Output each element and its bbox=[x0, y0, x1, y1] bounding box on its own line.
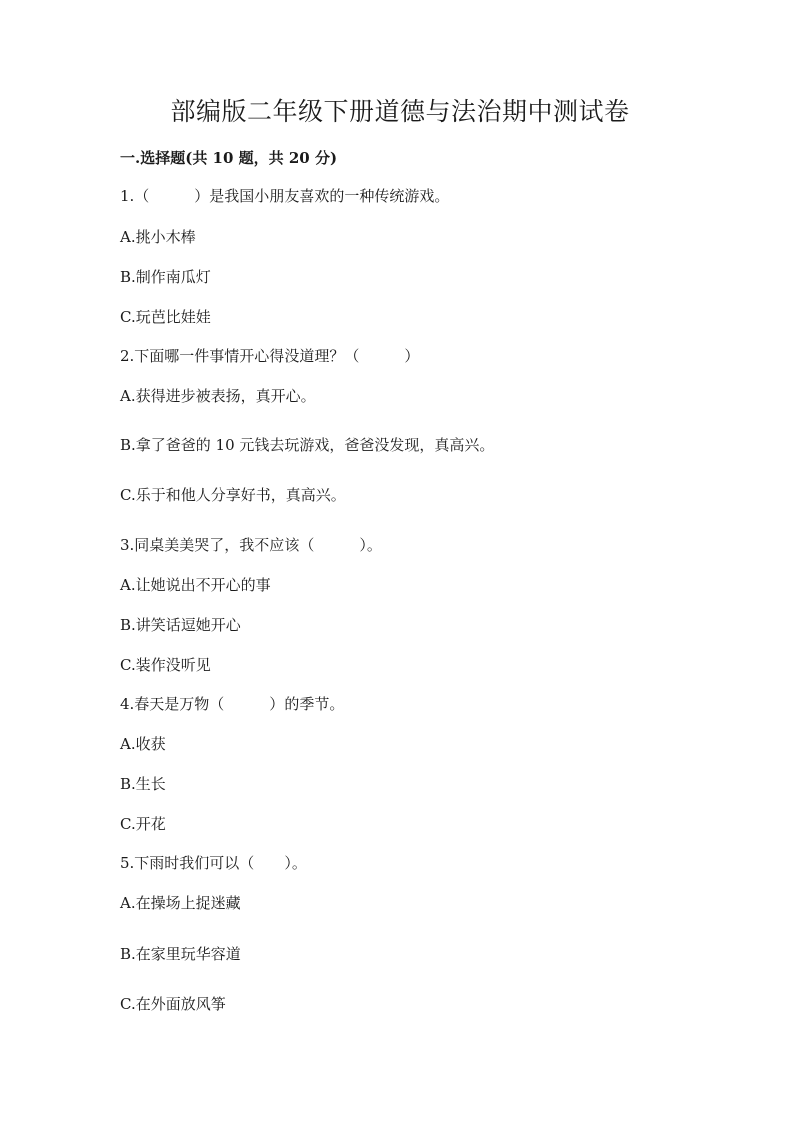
question-2-stem: 2.下面哪一件事情开心得没道理？（ ） bbox=[120, 347, 420, 365]
question-4-option-c: C.开花 bbox=[120, 815, 166, 833]
question-4-option-b: B.生长 bbox=[120, 775, 166, 793]
question-4-option-a: A.收获 bbox=[120, 735, 166, 753]
section-heading: 一.选择题(共 10 题，共 20 分) bbox=[120, 149, 338, 167]
question-1-stem: 1.（ ）是我国小朋友喜欢的一种传统游戏。 bbox=[120, 187, 450, 205]
question-2-option-b: B.拿了爸爸的 10 元钱去玩游戏，爸爸没发现，真高兴。 bbox=[120, 436, 495, 454]
question-3-option-b: B.讲笑话逗她开心 bbox=[120, 616, 241, 634]
question-3-option-c: C.装作没听见 bbox=[120, 656, 211, 674]
question-2-option-a: A.获得进步被表扬，真开心。 bbox=[120, 387, 316, 405]
question-5-option-b: B.在家里玩华容道 bbox=[120, 945, 241, 963]
question-5-option-a: A.在操场上捉迷藏 bbox=[120, 894, 241, 912]
question-2-option-c: C.乐于和他人分享好书，真高兴。 bbox=[120, 486, 346, 504]
question-4-stem: 4.春天是万物（ ）的季节。 bbox=[120, 695, 345, 713]
question-5-stem: 5.下雨时我们可以（ ）。 bbox=[120, 854, 307, 872]
question-3-stem: 3.同桌美美哭了，我不应该（ ）。 bbox=[120, 536, 382, 554]
question-5-option-c: C.在外面放风筝 bbox=[120, 995, 226, 1013]
question-1-option-b: B.制作南瓜灯 bbox=[120, 268, 211, 286]
question-1-option-c: C.玩芭比娃娃 bbox=[120, 308, 211, 326]
question-3-option-a: A.让她说出不开心的事 bbox=[120, 576, 271, 594]
question-1-option-a: A.挑小木棒 bbox=[120, 228, 196, 246]
page-title: 部编版二年级下册道德与法治期中测试卷 bbox=[170, 97, 630, 126]
